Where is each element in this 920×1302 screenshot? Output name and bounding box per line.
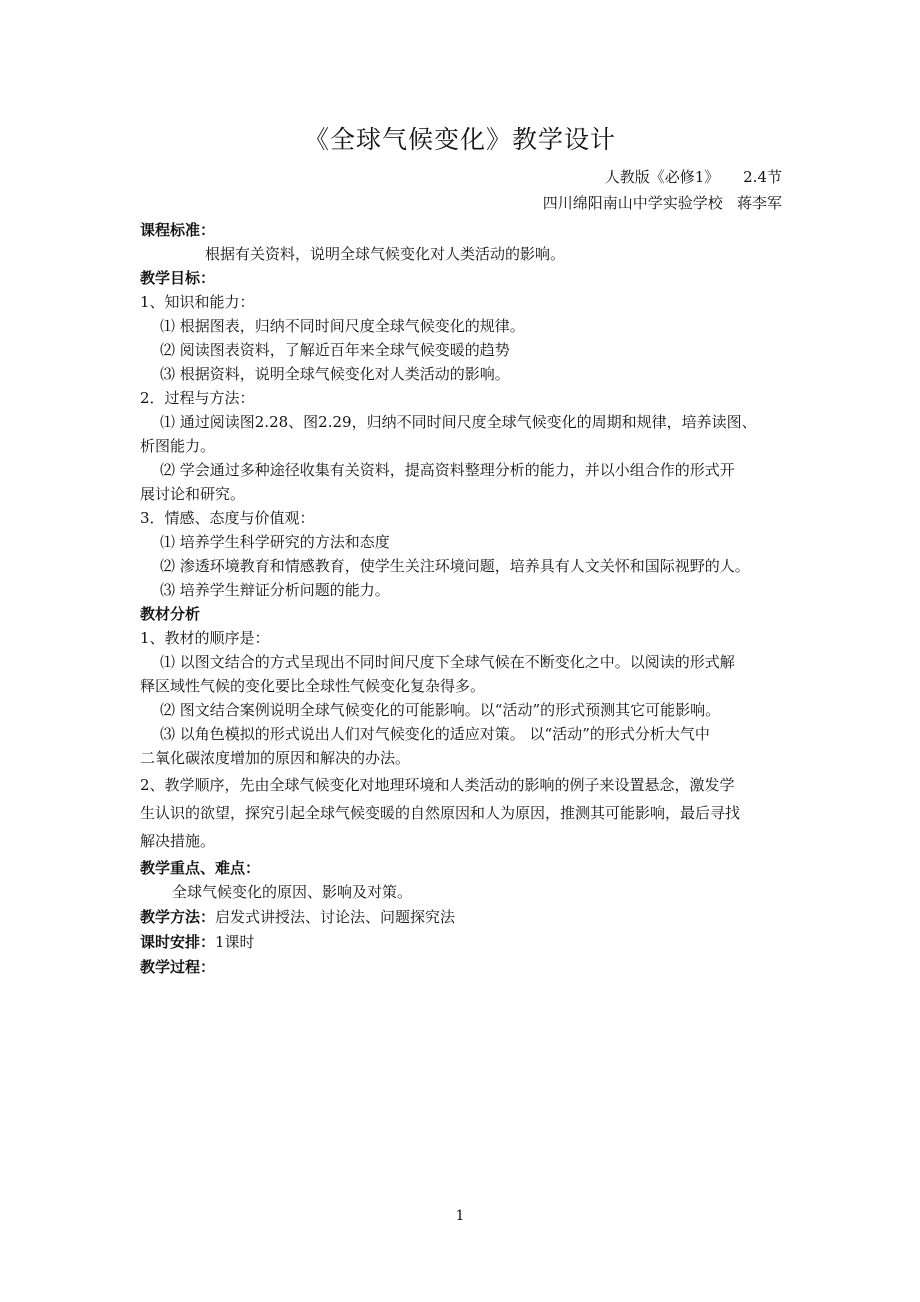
hours-heading: 课时安排： [140, 933, 216, 951]
hours-text: 1课时 [215, 933, 255, 951]
analysis1-item: 二氧化碳浓度增加的原因和解决的办法。 [140, 749, 411, 767]
analysis2-line: 解决措施。 [140, 832, 216, 850]
method-text: 启发式讲授法、讨论法、问题探究法 [215, 908, 456, 926]
analysis1-heading: 1、教材的顺序是： [140, 629, 270, 647]
goal1-item: ⑶ 根据资料，说明全球气候变化对人类活动的影响。 [160, 365, 510, 383]
analysis2-line: 生认识的欲望，探究引起全球气候变暖的自然原因和人为原因，推测其可能影响，最后寻找 [140, 804, 741, 822]
goal2-item: ⑵ 学会通过多种途径收集有关资料，提高资料整理分析的能力，并以小组合作的形式开 [160, 461, 735, 479]
standard-heading: 课程标准： [140, 221, 216, 239]
goal1-item: ⑵ 阅读图表资料，了解近百年来全球气候变暖的趋势 [160, 341, 510, 359]
analysis1-item: 释区域性气候的变化要比全球性气候变化复杂得多。 [140, 677, 486, 695]
author-line: 四川绵阳南山中学实验学校 蒋李军 [542, 194, 782, 212]
key-heading: 教学重点、难点： [140, 859, 261, 877]
analysis1-item: ⑴ 以图文结合的方式呈现出不同时间尺度下全球气候在不断变化之中。以阅读的形式解 [160, 653, 735, 671]
goal3-item: ⑵ 渗透环境教育和情感教育，使学生关注环境问题，培养具有人文关怀和国际视野的人。 [160, 557, 750, 575]
goal2-item: ⑴ 通过阅读图2.28、图2.29，归纳不同时间尺度全球气候变化的周期和规律，培养读图、 [160, 413, 757, 431]
edition-line: 人教版《必修1》 2.4节 [604, 168, 782, 186]
page-number: 1 [455, 1208, 465, 1224]
goals-heading: 教学目标： [140, 269, 216, 287]
goal3-heading: 3．情感、态度与价值观： [140, 509, 315, 527]
goal2-item: 析图能力。 [140, 437, 216, 455]
analysis-heading: 教材分析 [140, 605, 201, 623]
method-line [140, 906, 784, 927]
method-heading: 教学方法： [140, 908, 216, 926]
process-heading: 教学过程： [140, 958, 216, 976]
analysis1-item: ⑵ 图文结合案例说明全球气候变化的可能影响。以“活动”的形式预测其它可能影响。 [160, 701, 721, 719]
goal1-heading: 1、知识和能力： [140, 293, 255, 311]
goal2-item: 展讨论和研究。 [140, 485, 246, 503]
goal3-item: ⑶ 培养学生辩证分析问题的能力。 [160, 581, 390, 599]
hours-line [140, 931, 784, 952]
key-text: 全球气候变化的原因、影响及对策。 [172, 883, 413, 901]
goal2-heading: 2．过程与方法： [140, 389, 255, 407]
analysis2-line: 2、教学顺序，先由全球气候变化对地理环境和人类活动的影响的例子来设置悬念，激发学 [140, 776, 735, 794]
analysis1-item: ⑶ 以角色模拟的形式说出人们对气候变化的适应对策。 以“活动”的形式分析大气中 [160, 725, 710, 743]
document-title: 《全球气候变化》教学设计 [303, 125, 616, 154]
goal1-item: ⑴ 根据图表，归纳不同时间尺度全球气候变化的规律。 [160, 317, 525, 335]
goal3-item: ⑴ 培养学生科学研究的方法和态度 [160, 533, 390, 551]
standard-text: 根据有关资料，说明全球气候变化对人类活动的影响。 [205, 245, 566, 263]
